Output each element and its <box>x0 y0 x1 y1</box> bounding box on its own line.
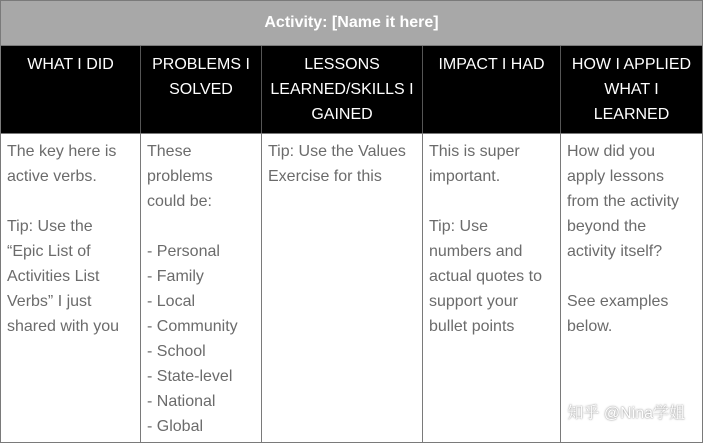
header-what-i-did: WHAT I DID <box>1 46 141 133</box>
cell-how-applied: How did you apply lessons from the activity beyond the activity itself? See examples below. <box>567 143 680 335</box>
header-impact: IMPACT I HAD <box>423 46 561 133</box>
table-row <box>1 133 702 443</box>
header-how-applied: HOW I APPLIED WHAT I LEARNED <box>571 56 692 123</box>
cell-problems-solved: These problems could be: - Personal - Family - Local - Community - School - State-level - National - Global <box>141 134 262 443</box>
table-title: Activity: [Name it here] <box>1 1 702 46</box>
header-row <box>1 46 702 133</box>
header-problems-solved: PROBLEMS I SOLVED <box>141 46 262 133</box>
cell-impact: This is super important. Tip: Use numbers and actual quotes to support your bullet points <box>423 134 561 443</box>
header-lessons-learned: LESSONS LEARNED/SKILLS I GAINED <box>262 46 423 133</box>
cell-what-i-did: The key here is active verbs. Tip: Use the “Epic List of Activities List Verbs” I just shared with you <box>1 134 141 443</box>
cell-lessons-learned: Tip: Use the Values Exercise for this <box>262 134 423 443</box>
watermark: 知乎 @Nina学姐 <box>567 405 685 422</box>
